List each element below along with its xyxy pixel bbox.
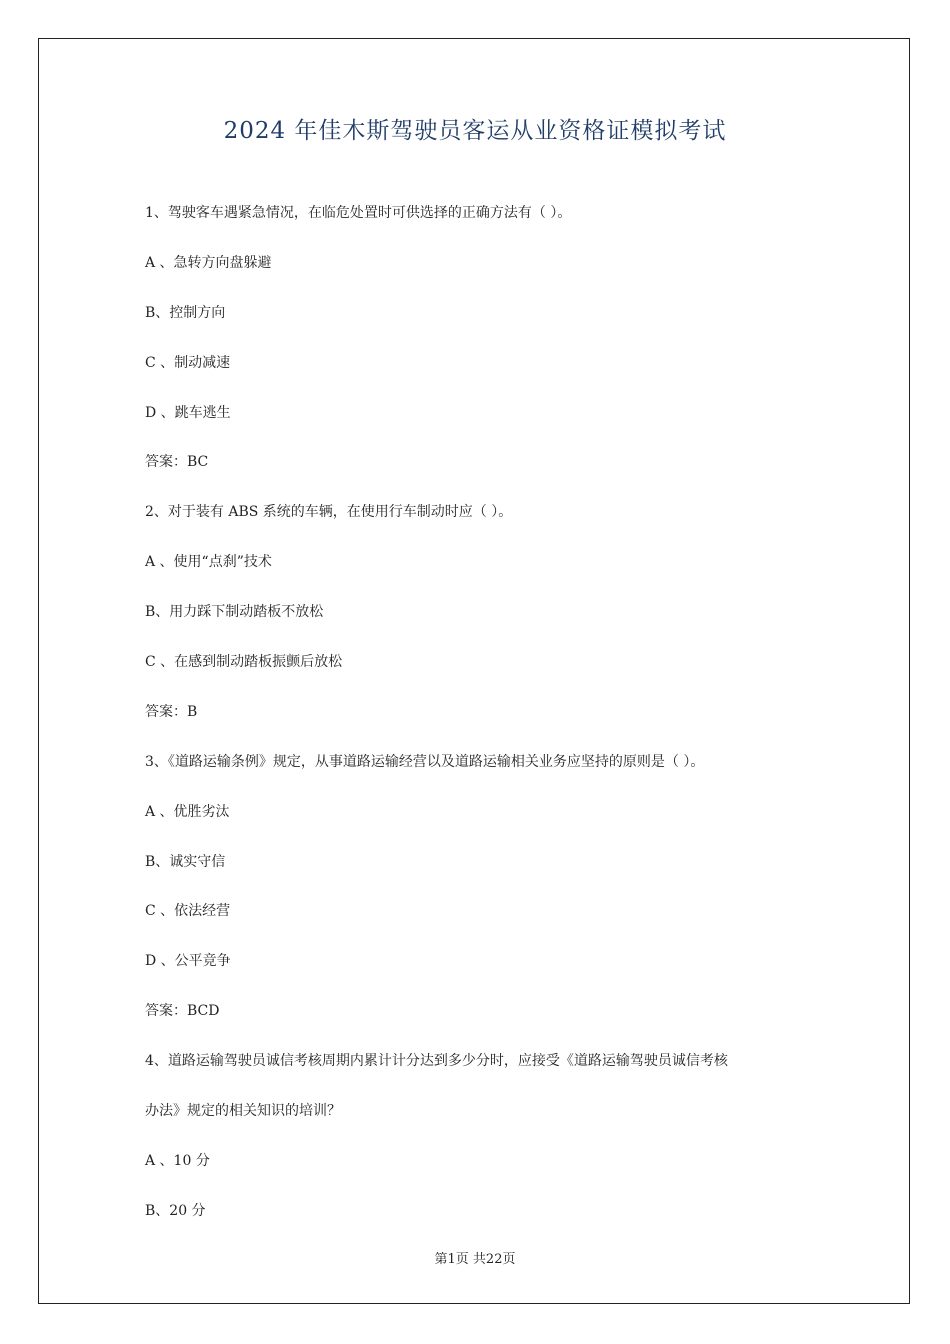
q4-option-b: B、20 分 <box>145 1202 206 1219</box>
question-3: 3、《道路运输条例》规定，从事道路运输经营以及道路运输相关业务应坚持的原则是（ ）。 <box>145 753 705 770</box>
q1-option-d: D 、跳车逃生 <box>145 404 231 421</box>
q1-option-c: C 、制动减速 <box>145 354 231 371</box>
q3-option-a: A 、优胜劣汰 <box>145 803 230 820</box>
q3-option-c: C 、依法经营 <box>145 903 231 920</box>
q2-option-b: B、用力踩下制动踏板不放松 <box>145 604 324 621</box>
question-4-continued: 办法》规定的相关知识的培训？ <box>145 1103 341 1120</box>
question-1: 1、驾驶客车遇紧急情况，在临危处置时可供选择的正确方法有（ ）。 <box>145 205 572 221</box>
q2-option-a: A 、使用“点刹”技术 <box>145 554 272 571</box>
q3-answer: 答案：BCD <box>145 1003 220 1020</box>
page-footer: 第1页 共22页 <box>434 1252 516 1267</box>
question-4: 4、道路运输驾驶员诚信考核周期内累计计分达到多少分时，应接受《道路运输驾驶员诚信考核 <box>145 1053 728 1070</box>
q3-option-d: D 、公平竞争 <box>145 953 231 970</box>
q4-option-a: A 、10 分 <box>145 1152 210 1169</box>
q2-option-c: C 、在感到制动踏板振颤后放松 <box>145 654 343 671</box>
q3-option-b: B、诚实守信 <box>145 853 226 870</box>
question-2: 2、对于装有 ABS 系统的车辆，在使用行车制动时应（ ）。 <box>145 504 513 521</box>
q1-option-a: A 、急转方向盘躲避 <box>145 254 272 271</box>
document-body <box>145 200 835 1248</box>
q1-answer: 答案：BC <box>145 454 209 471</box>
q2-answer: 答案：B <box>145 703 198 720</box>
document-title: 2024 年佳木斯驾驶员客运从业资格证模拟考试 <box>223 118 727 144</box>
q1-option-b: B、控制方向 <box>145 304 226 321</box>
